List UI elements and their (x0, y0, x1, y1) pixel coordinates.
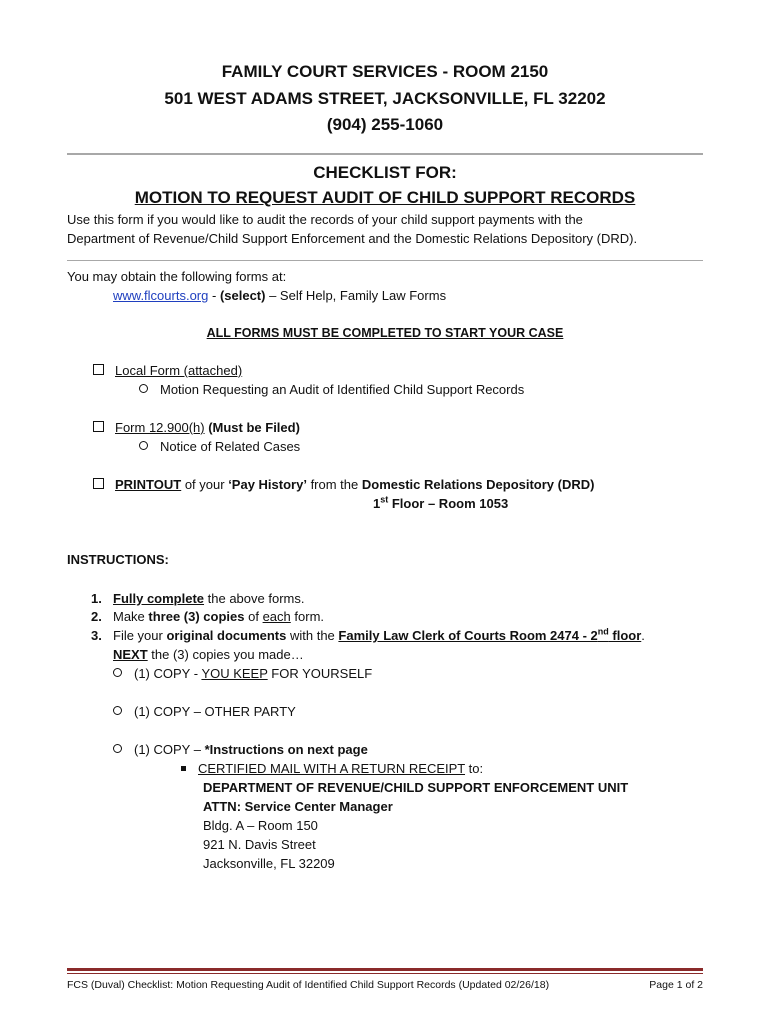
office-name: FAMILY COURT SERVICES - ROOM 2150 (221, 62, 549, 81)
copy-instructions: (1) COPY – *Instructions on next page (113, 742, 368, 757)
checklist-item-printout: PRINTOUT of your ‘Pay History’ from the Domestic Relations Depository (DRD) (93, 477, 594, 492)
checklist-subitem-notice: Notice of Related Cases (139, 439, 300, 454)
circle-bullet-icon (113, 706, 122, 715)
circle-bullet-icon (139, 384, 148, 393)
address-department: DEPARTMENT OF REVENUE/CHILD SUPPORT ENFORCEMENT UNIT (203, 780, 629, 795)
forms-source-line: www.flcourts.org - (select) – Self Help, Family Law Forms (113, 288, 447, 303)
checklist-subitem-motion: Motion Requesting an Audit of Identified Child Support Records (139, 382, 524, 397)
address-city: Jacksonville, FL 32209 (203, 856, 335, 871)
instruction-step-2: 2. Make three (3) copies of each form. (91, 609, 325, 624)
circle-bullet-icon (113, 668, 122, 677)
all-forms-notice: ALL FORMS MUST BE COMPLETED TO START YOUR CASE (206, 326, 564, 340)
intro-line-1: Use this form if you would like to audit the records of your child support payments with the (67, 212, 583, 227)
intro-divider (67, 260, 703, 261)
checkbox[interactable] (93, 421, 104, 432)
address-building: Bldg. A – Room 150 (203, 818, 318, 833)
address-street: 921 N. Davis Street (203, 837, 316, 852)
drd-location: 1st Floor – Room 1053 (373, 494, 509, 511)
footer-document-id: FCS (Duval) Checklist: Motion Requesting Audit of Identified Child Support Records (Updated 02/26/18) (67, 979, 550, 991)
checkbox[interactable] (93, 478, 104, 489)
circle-bullet-icon (113, 744, 122, 753)
office-address: 501 WEST ADAMS STREET, JACKSONVILLE, FL 32202 (164, 89, 606, 108)
header-divider (67, 153, 703, 155)
footer-page-number: Page 1 of 2 (649, 979, 703, 991)
instruction-step-1: 1. Fully complete the above forms. (91, 591, 305, 606)
instruction-step-3: 3. File your original documents with the Family Law Clerk of Courts Room 2474 - 2nd floor. (91, 626, 645, 643)
intro-line-2: Department of Revenue/Child Support Enforcement and the Domestic Relations Depository (DRD). (67, 231, 638, 246)
circle-bullet-icon (139, 441, 148, 450)
copy-you-keep: (1) COPY - YOU KEEP FOR YOURSELF (113, 666, 372, 681)
instruction-next-line: NEXT the (3) copies you made… (113, 647, 304, 662)
motion-title: MOTION TO REQUEST AUDIT OF CHILD SUPPORT RECORDS (134, 188, 636, 207)
checkbox[interactable] (93, 364, 104, 375)
checklist-item-local-form: Local Form (attached) (93, 363, 242, 378)
certified-mail-line: CERTIFIED MAIL WITH A RETURN RECEIPT to: (181, 761, 483, 776)
copy-other-party: (1) COPY – OTHER PARTY (113, 704, 296, 719)
instructions-heading: INSTRUCTIONS: (67, 552, 169, 567)
clerk-location: Family Law Clerk of Courts Room 2474 - 2nd floor (338, 626, 642, 643)
address-attn: ATTN: Service Center Manager (203, 799, 393, 814)
footer-divider (67, 968, 703, 971)
office-phone: (904) 255-1060 (326, 115, 444, 134)
checklist-item-form-12900h: Form 12.900(h) (Must be Filed) (93, 420, 300, 435)
flcourts-link[interactable]: www.flcourts.org (113, 288, 209, 303)
footer-divider-thin (67, 973, 703, 974)
obtain-forms-text: You may obtain the following forms at: (67, 269, 287, 284)
square-bullet-icon (181, 766, 186, 771)
checklist-title: CHECKLIST FOR: (313, 163, 457, 182)
